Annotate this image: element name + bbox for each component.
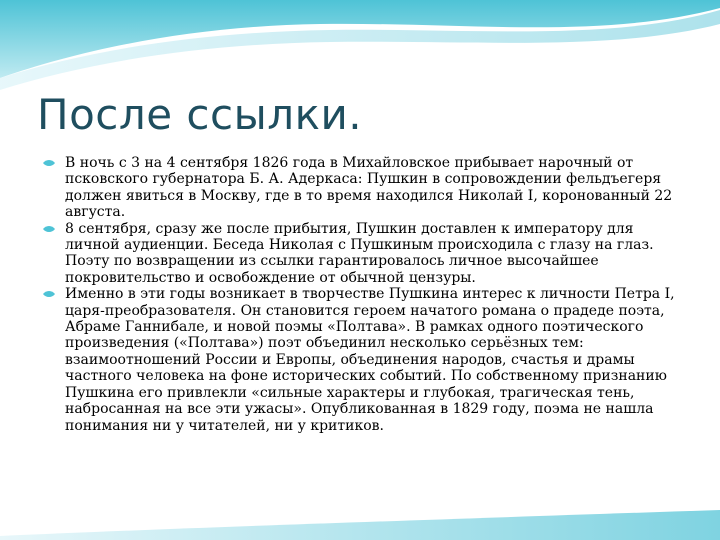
- bullet-text: Именно в эти годы возникает в творчестве Пушкина интерес к личности Петра I, царя-преобразователя. Он становится героем начатого романа о прадеде поэта, Абраме Ганнибале, и новой поэмы «Полтава». В рамках одного поэтического произведения («Полтава») поэт объединил несколько серьёзных тем: взаимоотношений России и Европы, объединения народов, счастья и драмы частного человека на фоне исторических событий. По собственному признанию Пушкина его привлекли «сильные характеры и глубокая, трагическая тень, набросанная на все эти ужасы». Опубликованная в 1829 году, поэма не нашла понимания ни у читателей, ни у критиков.: [65, 286, 675, 434]
- leaf-bullet-icon: [43, 225, 55, 233]
- bullet-text: 8 сентября, сразу же после прибытия, Пушкин доставлен к императору для личной аудиенции. Беседа Николая с Пушкиным происходила с глазу на глаз. Поэту по возвращении из ссылки гарантировалось личное высочайшее покровительство и освобождение от обычной цензуры.: [65, 220, 654, 286]
- list-item: [40, 286, 680, 434]
- list-item: [40, 155, 680, 221]
- bottom-wave-decoration: [0, 510, 720, 540]
- list-item: [40, 221, 680, 287]
- bullet-text: В ночь с 3 на 4 сентября 1826 года в Михайловское прибывает нарочный от псковского губернатора Б. А. Адеркаса: Пушкин в сопровождении фельдъегеря должен явиться в Москву, где в то время находился Николай I, коронованный 22 августа.: [65, 155, 673, 221]
- top-wave-decoration: [0, 0, 720, 90]
- leaf-bullet-icon: [43, 290, 55, 298]
- slide-title: После ссылки.: [37, 90, 363, 139]
- leaf-bullet-icon: [43, 159, 55, 167]
- bullet-list: [40, 155, 680, 434]
